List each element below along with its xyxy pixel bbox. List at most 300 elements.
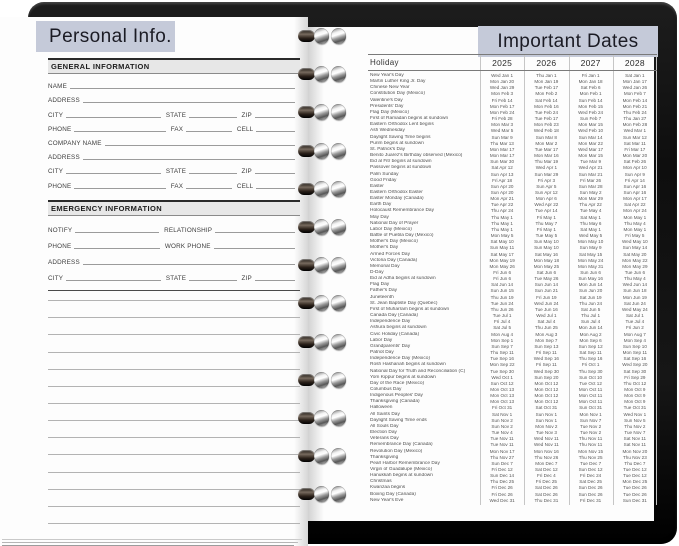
date-cell: Mon May 25	[533, 263, 560, 269]
date-cell: Mon Oct 11	[578, 386, 603, 392]
form-label: CITY	[48, 168, 64, 176]
date-cell: Mon Nov 2	[535, 423, 558, 429]
date-cell: Mon Apr 6	[535, 196, 557, 202]
holiday-name-cell: Good Friday	[370, 177, 397, 183]
spiral-ring-loop	[330, 142, 347, 160]
date-cell: Tue Nov 2	[580, 430, 602, 436]
holiday-name-cell: Flag Day (Mexico)	[370, 109, 409, 115]
form-label: CELL	[236, 125, 254, 133]
date-cell: Fri Dec 24	[580, 473, 602, 479]
date-cell: Sun Feb 7	[580, 116, 602, 122]
date-cell: Sun Mar 30	[490, 159, 514, 165]
date-cell: Sun Apr 20	[490, 183, 514, 189]
date-cell: Tue Jun 16	[534, 306, 558, 312]
date-cell: Mon May 10	[577, 239, 604, 245]
important-dates-table	[368, 54, 657, 505]
date-cell: Mon Feb 24	[489, 109, 515, 115]
date-cell: Sat Dec 12	[535, 467, 558, 472]
spiral-ring	[298, 257, 349, 273]
date-cell: Mon Oct 12	[534, 380, 559, 386]
notes-lines	[48, 284, 300, 524]
holiday-name-cell: First of Muharram begins at sundown	[370, 306, 450, 312]
form-label: CELL	[236, 182, 254, 190]
date-cell: Mon Jan 17	[622, 79, 647, 85]
holiday-name-cell: New Year's Day	[370, 73, 404, 78]
form-blank-line	[75, 231, 159, 233]
holiday-name-cell: Independence Day	[370, 319, 411, 325]
form-label: ZIP	[241, 111, 252, 119]
date-cell: Sun Nov 1	[535, 417, 558, 423]
holiday-name-cell: May Day	[370, 214, 389, 220]
date-cell: Tue May 5	[535, 233, 558, 239]
form-blank-line	[256, 130, 295, 132]
spiral-ring-loop	[313, 447, 330, 465]
date-cell: Sun Oct 10	[579, 374, 603, 380]
date-cell: Fri Feb 14	[491, 97, 513, 103]
holiday-name-cell: Civic Holiday (Canada)	[370, 331, 420, 337]
spiral-ring-shadow	[298, 259, 315, 271]
spiral-ring-shadow	[298, 336, 315, 348]
date-cell: Sun May 14	[622, 245, 648, 251]
date-cell: Tue Feb 24	[534, 109, 559, 115]
form-label: RELATIONSHIP	[164, 226, 213, 234]
spiral-ring	[298, 410, 349, 426]
date-cell: Tue Feb 17	[534, 116, 559, 122]
date-cell: Sat Feb 26	[623, 159, 647, 165]
form-label: NAME	[48, 83, 67, 91]
date-cell: Mon May 29	[622, 263, 648, 269]
date-cell: Sat Sep 30	[623, 368, 647, 374]
date-cell: Thu Jun 24	[579, 300, 603, 306]
date-cell: Tue Dec 26	[623, 491, 647, 497]
form-blank-line	[215, 231, 295, 233]
date-cell: Tue Jul 1	[492, 313, 512, 319]
blank-line	[48, 335, 300, 352]
spiral-ring-shadow	[298, 412, 315, 424]
form-blank-line	[189, 279, 236, 281]
blank-line	[48, 507, 300, 524]
blank-line	[48, 455, 300, 472]
date-cell: Mon Nov 17	[489, 448, 515, 454]
blank-line	[48, 353, 300, 370]
date-cell: Fri Sep 29	[624, 374, 646, 380]
spiral-ring-shadow	[298, 106, 315, 118]
form-label: COMPANY NAME	[48, 139, 102, 147]
date-cell: Thu May 1	[491, 226, 513, 232]
date-cell: Wed Sep 20	[622, 362, 648, 368]
spiral-ring	[298, 334, 349, 350]
date-cell: Sun Feb 14	[578, 97, 603, 103]
year-column-header: 2025	[492, 57, 513, 68]
holiday-name-cell: Hanukkah begins at sundown	[370, 473, 433, 479]
date-cell: Thu Dec 31	[534, 497, 559, 503]
form-row	[48, 134, 300, 148]
date-cell: Mon Nov 15	[578, 448, 604, 454]
date-cell: Wed Jan 1	[491, 73, 514, 78]
date-cell: Mon Jun 19	[622, 294, 647, 300]
spiral-ring	[298, 448, 349, 464]
date-cell: Fri Apr 3	[537, 177, 556, 183]
holiday-name-cell: Veterans Day	[370, 436, 399, 442]
spiral-ring	[298, 295, 349, 311]
spiral-ring-loop	[313, 218, 330, 236]
holiday-name-cell: Ashura begins at sundown	[370, 325, 427, 331]
holiday-name-cell: St. Jean Baptiste Day (Quebec)	[370, 300, 438, 306]
holiday-name-cell: Passover begins at sundown	[370, 165, 432, 171]
form-blank-line	[214, 247, 295, 249]
date-cell: Thu Jun 25	[534, 325, 558, 331]
holiday-name-cell: Eid al Adha begins at sundown	[370, 276, 436, 282]
date-cell: Mon Apr 17	[623, 196, 647, 202]
date-cell: Mon Dec 7	[535, 460, 558, 466]
table-row	[368, 498, 657, 504]
date-cell: Sun Apr 9	[624, 171, 645, 177]
date-cell: Wed Mar 5	[490, 128, 514, 134]
form-blank-line	[66, 172, 161, 174]
date-cell: Sun Dec 26	[578, 491, 603, 497]
date-cell: Mon Mar 15	[578, 153, 603, 159]
form-row	[48, 267, 300, 283]
spiral-ring-loop	[313, 485, 330, 503]
date-cell: Fri May 5	[625, 233, 645, 239]
date-cell: Sun May 11	[490, 245, 515, 251]
date-cell: Sun Dec 12	[578, 467, 603, 472]
spiral-ring	[298, 372, 349, 388]
date-cell: Fri Jun 6	[493, 276, 512, 282]
date-cell: Sun Dec 26	[578, 485, 603, 491]
date-cell: Fri Dec 12	[491, 467, 513, 472]
date-cell: Sun Apr 5	[536, 183, 557, 189]
holiday-name-cell: Holocaust Remembrance Day	[370, 208, 434, 214]
date-cell: Thu Mar 19	[534, 159, 559, 165]
date-cell: Mon Aug 3	[535, 331, 558, 337]
date-cell: Tue Nov 3	[535, 430, 557, 436]
date-cell: Sun Apr 12	[535, 189, 558, 195]
holiday-name-cell: Christmas	[370, 479, 392, 485]
date-cell: Tue Sep 30	[490, 368, 514, 374]
date-cell: Wed Nov 11	[533, 442, 559, 448]
date-cell: Sun Mar 14	[578, 134, 603, 140]
date-cell: Fri Feb 28	[491, 116, 513, 122]
form-row	[48, 77, 300, 91]
spiral-ring-loop	[313, 333, 330, 351]
holiday-name-cell: National Day for Truth and Reconciliation (C)	[370, 368, 466, 374]
date-cell: Thu May 4	[624, 220, 646, 226]
date-cell: Wed Jan 29	[489, 85, 515, 91]
date-cell: Sun May 9	[579, 245, 602, 251]
date-cell: Sun Nov 5	[624, 417, 646, 423]
date-cell: Mon Aug 7	[623, 331, 646, 337]
blank-line	[48, 284, 300, 301]
date-cell: Fri Jan 1	[581, 73, 600, 78]
date-cell: Sun May 16	[578, 276, 603, 282]
date-cell: Sun Sep 20	[534, 374, 559, 380]
date-cell: Tue Oct 12	[579, 380, 602, 386]
spiral-ring-shadow	[298, 30, 315, 42]
date-cell: Fri Mar 26	[580, 177, 602, 183]
blank-line	[48, 370, 300, 387]
date-cell: Fri Jun 19	[536, 294, 557, 300]
spiral-ring-shadow	[298, 374, 315, 386]
holiday-name-cell: Kwanzaa begins	[370, 485, 406, 491]
page-stack-edge	[2, 542, 298, 543]
date-cell: Sun Jun 14	[534, 282, 558, 288]
holiday-name-cell: Remembrance Day (Canada)	[370, 442, 433, 448]
date-cell: Tue Nov 4	[491, 430, 513, 436]
date-cell: Mon Feb 7	[623, 91, 646, 97]
section-heading: EMERGENCY INFORMATION	[48, 200, 300, 216]
spiral-ring	[298, 104, 349, 120]
date-cell: Thu Dec 25	[490, 479, 514, 485]
holiday-name-cell: Daylight Saving Time ends	[370, 417, 427, 423]
date-cell: Thu Jun 19	[490, 294, 514, 300]
date-cell: Mon Feb 23	[534, 122, 559, 128]
form-blank-line	[255, 279, 295, 281]
date-cell: Mon Aug 2	[579, 331, 602, 337]
date-cell: Sat Jun 14	[491, 282, 514, 288]
date-cell: Sat Jun 24	[623, 300, 646, 306]
date-cell: Sat Jul 5	[493, 325, 512, 331]
date-cell: Sun Apr 13	[490, 171, 514, 177]
date-cell: Wed Sep 30	[533, 368, 559, 374]
date-cell: Sun Sep 12	[578, 343, 603, 349]
holiday-name-cell: Grandparents' Day	[370, 343, 411, 349]
date-cell: Sat May 16	[534, 251, 558, 257]
date-cell: Thu Nov 23	[623, 454, 647, 460]
date-cell: Thu Apr 22	[579, 202, 602, 208]
date-cell: Mon Dec 25	[622, 479, 648, 485]
date-cell: Tue May 4	[579, 208, 602, 214]
date-cell: Fri Jun 2	[625, 325, 644, 331]
holiday-name-cell: Constitution Day (Mexico)	[370, 91, 425, 97]
holiday-name-cell: National Day of Prayer	[370, 220, 419, 226]
date-cell: Tue Dec 7	[580, 460, 602, 466]
spiral-ring	[298, 28, 349, 44]
blank-line	[48, 301, 300, 318]
spiral-ring-loop	[313, 371, 330, 389]
spiral-ring-shadow	[298, 450, 315, 462]
date-cell: Mon Oct 13	[490, 386, 514, 392]
date-cell: Mon May 18	[533, 257, 560, 263]
form-label: ADDRESS	[48, 258, 80, 266]
date-cell: Sat Jul 1	[625, 313, 644, 319]
date-cell: Sun Apr 20	[490, 189, 514, 195]
date-cell: Sun Jun 20	[579, 288, 603, 294]
date-cell: Mon Oct 11	[578, 399, 603, 405]
date-cell: Sat Apr 12	[491, 165, 513, 171]
form-label: ADDRESS	[48, 154, 80, 162]
date-cell: Tue Nov 7	[624, 430, 646, 436]
date-cell: Thu Sep 11	[490, 350, 514, 356]
date-cell: Sun Nov 7	[579, 417, 602, 423]
holiday-name-cell: Juneteenth	[370, 294, 394, 300]
form-label: FAX	[170, 125, 184, 133]
spiral-ring-shadow	[298, 297, 315, 309]
holiday-name-cell: Mother's Day (Mexico)	[370, 239, 418, 245]
holiday-name-cell: Easter Monday (Canada)	[370, 196, 424, 202]
holiday-name-cell: Day of the Race (Mexico)	[370, 380, 425, 386]
date-cell: Tue Nov 2	[580, 423, 602, 429]
date-cell: Sat Nov 1	[492, 411, 513, 417]
spiral-ring-loop	[330, 256, 347, 274]
year-column-header: 2028	[624, 57, 645, 68]
date-cell: Sun Dec 14	[490, 473, 515, 479]
date-cell: Mon Feb 17	[489, 103, 515, 109]
date-cell: Sun Apr 16	[623, 183, 647, 189]
spiral-ring	[298, 181, 349, 197]
form-blank-line	[83, 158, 295, 160]
date-cell: Mon Apr 24	[623, 208, 647, 214]
date-cell: Mon Feb 21	[622, 103, 648, 109]
date-cell: Mon Sep 6	[579, 337, 602, 343]
date-cell: Sun Nov 2	[491, 417, 513, 423]
date-cell: Sun Mar 29	[534, 171, 559, 177]
holiday-name-cell: Daylight Saving Time begins	[370, 134, 431, 140]
form-blank-line	[66, 116, 161, 118]
date-cell: Thu May 1	[491, 220, 513, 226]
date-cell: Mon Feb 3	[491, 91, 514, 97]
holiday-name-cell: Armed Forces Day	[370, 251, 410, 257]
holiday-name-cell: Eastern Orthodox Easter	[370, 189, 423, 195]
spiral-ring-loop	[313, 409, 330, 427]
form-label: STATE	[165, 168, 187, 176]
form-row	[48, 91, 300, 105]
form-row	[48, 235, 300, 251]
date-cell: Wed Apr 22	[534, 202, 559, 208]
date-cell: Fri Jun 6	[493, 270, 512, 275]
holiday-name-cell: Labor Day	[370, 337, 393, 343]
form-section	[48, 58, 300, 191]
date-cell: Thu May 4	[624, 276, 646, 282]
date-cell: Mon Mar 29	[578, 196, 603, 202]
form-row	[48, 148, 300, 162]
holiday-column-header: Holiday	[370, 58, 399, 67]
date-cell: Sat Dec 26	[535, 485, 558, 491]
date-cell: Thu Nov 11	[578, 436, 603, 442]
form-blank-line	[83, 263, 295, 265]
date-cell: Mon May 31	[577, 263, 604, 269]
date-cell: Sat Jun 19	[579, 294, 602, 300]
blank-line	[48, 404, 300, 421]
date-cell: Mon Oct 13	[490, 393, 514, 399]
date-cell: Fri Apr 18	[492, 177, 513, 183]
form-row	[48, 105, 300, 119]
form-label: FAX	[170, 182, 184, 190]
date-cell: Thu Jun 26	[490, 306, 514, 312]
date-cell: Mon Feb 2	[535, 91, 558, 97]
holiday-name-cell: Presidents' Day	[370, 103, 404, 109]
date-cell: Fri Oct 31	[492, 405, 513, 411]
date-cell: Wed Oct 1	[491, 374, 513, 380]
blank-line	[48, 387, 300, 404]
spiral-ring-loop	[313, 27, 330, 45]
date-cell: Thu Mar 13	[490, 140, 514, 146]
holiday-name-cell: Patriot Day	[370, 350, 394, 356]
date-cell: Mon Feb 28	[622, 122, 648, 128]
date-cell: Sun Jul 4	[581, 319, 601, 325]
date-cell: Sun Oct 31	[579, 405, 603, 411]
date-cell: Thu Apr 24	[490, 208, 514, 214]
spiral-ring-loop	[330, 27, 347, 45]
date-cell: Mon Oct 12	[534, 386, 559, 392]
spiral-ring-loop	[330, 371, 347, 389]
date-cell: Mon Jun 14	[578, 325, 603, 331]
date-cell: Fri Oct 1	[581, 362, 600, 368]
form-blank-line	[74, 187, 165, 189]
date-cell: Sat May 1	[580, 226, 601, 232]
holiday-name-cell: Indigenous Peoples' Day	[370, 393, 423, 399]
date-cell: Thu Jan 1	[536, 73, 557, 78]
blank-line	[48, 421, 300, 438]
holiday-name-cell: Mother's Day	[370, 245, 399, 251]
spiral-ring-loop	[330, 103, 347, 121]
date-cell: Sun May 10	[534, 239, 559, 245]
date-cell: Tue Dec 12	[623, 467, 647, 472]
date-cell: Wed Mar 17	[578, 146, 604, 152]
holiday-name-cell: Virgin of Guadalupe (Mexico)	[370, 467, 433, 472]
date-cell: Sat Apr 22	[624, 202, 646, 208]
spiral-ring-loop	[313, 142, 330, 160]
holiday-name-cell: First of Ramadan begins at sundown	[370, 116, 449, 122]
spiral-ring-loop	[330, 333, 347, 351]
date-cell: Mon Jan 19	[534, 79, 559, 85]
spiral-ring-loop	[330, 447, 347, 465]
date-cell: Sun Jun 18	[623, 288, 647, 294]
form-blank-line	[186, 130, 232, 132]
left-page-title: Personal Info.	[36, 21, 175, 52]
date-cell: Mon Feb 15	[578, 103, 603, 109]
date-cell: Sat Feb 14	[535, 97, 558, 103]
date-cell: Wed May 10	[622, 239, 648, 245]
form-blank-line	[186, 187, 232, 189]
date-cell: Fri Dec 26	[491, 491, 513, 497]
date-cell: Sat Sep 16	[623, 356, 647, 362]
date-cell: Wed Feb 24	[578, 109, 604, 115]
spiral-ring-shadow	[298, 145, 315, 157]
holiday-name-cell: Earth Day	[370, 202, 392, 208]
spiral-ring	[298, 219, 349, 235]
date-cell: Mon Oct 12	[534, 399, 559, 405]
form-blank-line	[74, 130, 165, 132]
date-cell: Fri Mar 17	[624, 146, 646, 152]
date-cell: Tue Nov 11	[490, 442, 514, 448]
date-cell: Mon Jun 14	[578, 282, 603, 288]
date-cell: Mon May 22	[622, 257, 648, 263]
date-cell: Tue Nov 11	[490, 436, 514, 442]
date-cell: Sat Feb 6	[580, 85, 601, 91]
date-cell: Wed Mar 1	[623, 128, 647, 134]
date-cell: Mon Mar 17	[489, 146, 515, 152]
date-cell: Wed Jul 1	[536, 313, 557, 319]
date-cell: Thu Nov 11	[578, 442, 603, 448]
spiral-ring-loop	[313, 103, 330, 121]
date-cell: Sun Sep 13	[534, 343, 559, 349]
holiday-name-cell: Thanksgiving (Canada)	[370, 399, 420, 405]
year-column-header: 2026	[536, 57, 557, 68]
form-blank-line	[105, 144, 295, 146]
spiral-ring	[298, 486, 349, 502]
date-cell: Mon Oct 13	[490, 399, 514, 405]
spiral-ring-loop	[330, 485, 347, 503]
form-blank-line	[74, 247, 159, 249]
date-cell: Sun Mar 28	[578, 183, 603, 189]
date-cell: Tue Feb 17	[534, 85, 559, 91]
date-cell: Wed May 24	[622, 306, 648, 312]
spiral-ring-shadow	[298, 183, 315, 195]
date-cell: Mon May 26	[489, 263, 515, 269]
date-cell: Sun May 2	[579, 189, 602, 195]
date-cell: Sun Sep 10	[622, 343, 647, 349]
